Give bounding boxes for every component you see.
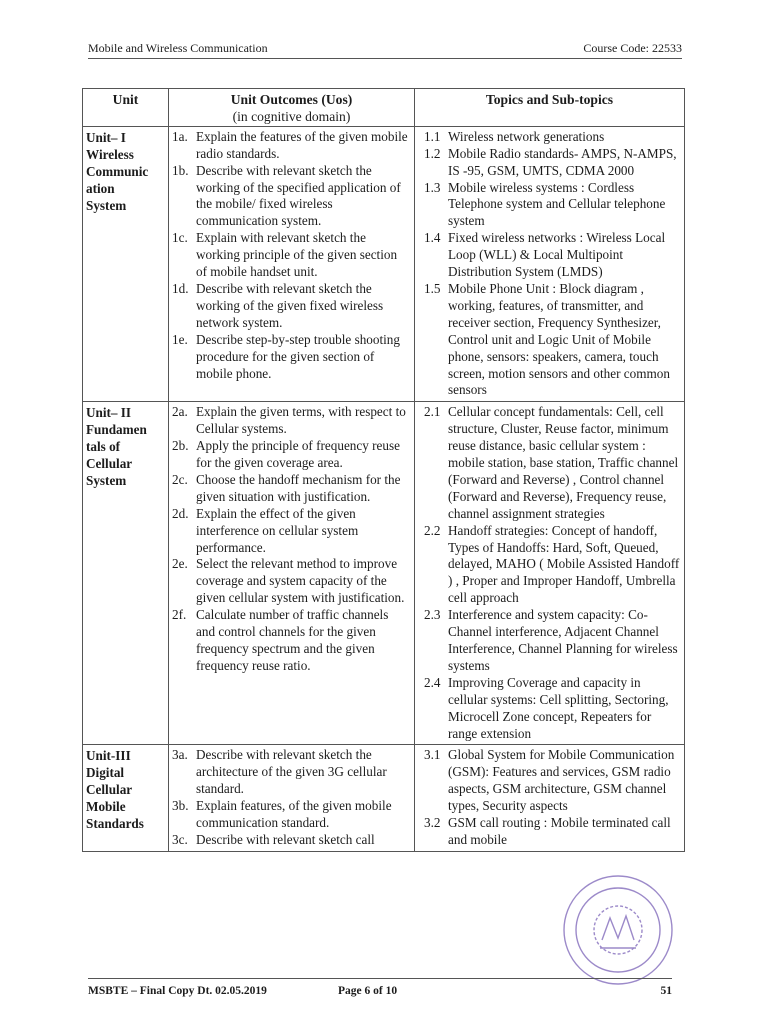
unit-title-line: Unit– I — [86, 129, 126, 145]
topic-item-text: GSM call routing : Mobile terminated call and mobile — [448, 815, 671, 847]
outcome-item-text: Describe with relevant sketch call — [196, 831, 375, 847]
topic-item-text: Mobile wireless systems : Cordless Telephone system and Cellular telephone system — [448, 179, 666, 229]
outcome-item-number: 2f. — [172, 607, 187, 623]
topic-item — [418, 180, 680, 231]
outcome-item-text: Explain the effect of the given interference on cellular system performance. — [196, 505, 359, 555]
unit-cell — [83, 126, 169, 402]
topic-item-text: Interference and system capacity: Co-Channel interference, Adjacent Channel Interference, Channel Planning for wireless systems — [448, 607, 678, 673]
unit-title-line: ation — [86, 180, 115, 196]
outcome-item — [172, 747, 410, 798]
table-row — [83, 126, 685, 402]
outcome-item-text: Describe step-by-step trouble shooting procedure for the given section of mobile phone. — [196, 331, 400, 381]
page-footer — [88, 978, 672, 997]
topic-item-number: 3.1 — [424, 747, 441, 763]
outcome-item — [172, 832, 410, 849]
unit-cell — [83, 745, 169, 851]
outcome-item-text: Select the relevant method to improve coverage and system capacity of the given cellular system with justification. — [196, 556, 405, 606]
outcome-item — [172, 798, 410, 832]
outcome-item-number: 1b. — [172, 162, 189, 178]
unit-title-line: Unit– II — [86, 405, 132, 421]
unit-title-line: Wireless — [86, 146, 134, 162]
unit-title-line: Unit-III — [86, 748, 131, 764]
outcome-item-number: 2d. — [172, 505, 189, 521]
topic-item — [418, 281, 680, 399]
topic-item-text: Improving Coverage and capacity in cellular systems: Cell splitting, Sectoring, Microcell Zone concept, Repeaters for range extension — [448, 674, 669, 741]
column-header-topics: Topics and Sub-topics — [415, 89, 685, 127]
unit-title-line: Standards — [86, 816, 144, 832]
unit-title-line: System — [86, 197, 127, 213]
topic-item — [418, 404, 680, 522]
column-header-outcomes-title: Unit Outcomes (Uos) — [230, 92, 353, 107]
outcome-item-number: 2a. — [172, 404, 188, 420]
footer-copy-date: MSBTE – Final Copy Dt. 02.05.2019 — [88, 985, 267, 997]
outcome-item — [172, 332, 410, 383]
outcome-item-text: Explain the given terms, with respect to Cellular systems. — [196, 404, 406, 437]
table-header-row — [83, 89, 685, 127]
topic-item-text: Mobile Radio standards- AMPS, N-AMPS, IS -95, GSM, UMTS, CDMA 2000 — [448, 145, 677, 178]
outcome-item-text: Explain the features of the given mobile radio standards. — [196, 128, 408, 161]
outcome-item-text: Apply the principle of frequency reuse for the given coverage area. — [196, 438, 400, 471]
topic-item-number: 1.2 — [424, 145, 441, 161]
topic-item-number: 1.1 — [424, 128, 441, 144]
unit-title-line: System — [86, 473, 127, 489]
outcome-item-number: 1a. — [172, 128, 188, 144]
institution-seal-stamp — [540, 868, 676, 988]
topic-item-text: Global System for Mobile Communication (GSM): Features and services, GSM radio aspects, GSM architecture, GSM channel types, Security aspects — [448, 747, 675, 814]
header-course-title: Mobile and Wireless Communication — [88, 41, 268, 55]
outcome-item-number: 3a. — [172, 747, 188, 763]
outcome-item-text: Explain with relevant sketch the working principle of the given section of mobile handset unit. — [196, 230, 398, 280]
outcome-item-text: Choose the handoff mechanism for the given situation with justification. — [196, 471, 401, 504]
unit-title-line: tals of — [86, 439, 121, 455]
outcome-cell — [169, 402, 415, 745]
outcome-item-number: 3b. — [172, 798, 189, 814]
outcome-item-number: 2b. — [172, 438, 189, 454]
table-row — [83, 402, 685, 745]
footer-page-number: Page 6 of 10 — [338, 985, 398, 997]
topic-item — [418, 129, 680, 146]
topic-item-text: Cellular concept fundamentals: Cell, cell structure, Cluster, Reuse factor, minimum reuse distance, basic cellular system : mobile station, base station, Traffic channel (Forward and Reverse) , Control channel (Forward and Reverse), Frequency reuse, channel assignment strategies — [448, 404, 679, 521]
outcome-cell — [169, 745, 415, 851]
column-header-outcomes-subtitle: (in cognitive domain) — [232, 108, 351, 124]
topic-item-text: Fixed wireless networks : Wireless Local Loop (WLL) & Local Multipoint Distribution System (LMDS) — [448, 230, 666, 280]
unit-title-line: Digital — [86, 765, 125, 781]
unit-title-line: Cellular — [86, 456, 133, 472]
outcome-item — [172, 438, 410, 472]
column-header-outcomes — [169, 89, 415, 127]
page-header — [88, 38, 682, 59]
outcome-item-text: Describe with relevant sketch the architecture of the given 3G cellular standard. — [196, 747, 387, 797]
topic-item-text: Handoff strategies: Concept of handoff, Types of Handoffs: Hard, Soft, Queued, delayed, MAHO ( Mobile Assisted Handoff ) , Proper and Improper Handoff, Umbrella cell approach — [448, 522, 680, 606]
syllabus-table — [82, 88, 685, 852]
outcome-item-number: 2c. — [172, 471, 188, 487]
outcome-item-number: 2e. — [172, 556, 188, 572]
topic-item-number: 1.5 — [424, 280, 441, 296]
outcome-item-number: 3c. — [172, 831, 188, 847]
header-course-code: Course Code: 22533 — [583, 41, 682, 55]
outcome-item-text: Explain features, of the given mobile communication standard. — [196, 798, 392, 831]
topic-item-number: 1.3 — [424, 179, 441, 195]
topic-item-number: 1.4 — [424, 230, 441, 246]
unit-title-line: Cellular — [86, 782, 133, 798]
outcome-item — [172, 607, 410, 675]
table-body — [83, 126, 685, 851]
outcome-item — [172, 472, 410, 506]
topic-item-text: Wireless network generations — [448, 128, 605, 144]
topic-cell — [415, 126, 685, 402]
topic-item-text: Mobile Phone Unit : Block diagram , working, features, of transmitter, and receiver section, Frequency Synthesizer, Control unit and Logic Unit of Mobile phone, sensors: speakers, camera, touch screen, motion sensors and other common sensors — [448, 280, 670, 398]
outcome-item — [172, 129, 410, 163]
topic-item-number: 2.1 — [424, 404, 441, 420]
outcome-item-text: Describe with relevant sketch the working of the given fixed wireless network system. — [196, 280, 384, 330]
footer-sheet-number: 51 — [660, 985, 672, 997]
outcome-item — [172, 163, 410, 231]
topic-item — [418, 815, 680, 849]
topic-cell — [415, 745, 685, 851]
outcome-item-number: 1c. — [172, 230, 188, 246]
outcome-item-number: 1d. — [172, 280, 189, 296]
column-header-unit: Unit — [83, 89, 169, 127]
outcome-item-text: Describe with relevant sketch the working of the specified application of the mobile/ fixed wireless communication system. — [196, 162, 401, 229]
topic-item-number: 2.4 — [424, 674, 441, 690]
outcome-item — [172, 404, 410, 438]
topic-item — [418, 747, 680, 815]
table-row — [83, 745, 685, 851]
unit-cell — [83, 402, 169, 745]
outcome-item — [172, 506, 410, 557]
outcome-cell — [169, 126, 415, 402]
topic-item-number: 2.2 — [424, 522, 441, 538]
unit-title-line: Fundamen — [86, 422, 147, 438]
outcome-item — [172, 281, 410, 332]
topic-item — [418, 230, 680, 281]
topic-cell — [415, 402, 685, 745]
outcome-item — [172, 556, 410, 607]
topic-item — [418, 523, 680, 608]
unit-title-line: Communic — [86, 163, 149, 179]
topic-item-number: 2.3 — [424, 607, 441, 623]
unit-title-line: Mobile — [86, 799, 126, 815]
topic-item-number: 3.2 — [424, 815, 441, 831]
topic-item — [418, 146, 680, 180]
outcome-item — [172, 230, 410, 281]
outcome-item-text: Calculate number of traffic channels and control channels for the given frequency spectrum and the given frequency reuse ratio. — [196, 607, 389, 673]
outcome-item-number: 1e. — [172, 331, 188, 347]
topic-item — [418, 675, 680, 743]
topic-item — [418, 607, 680, 675]
